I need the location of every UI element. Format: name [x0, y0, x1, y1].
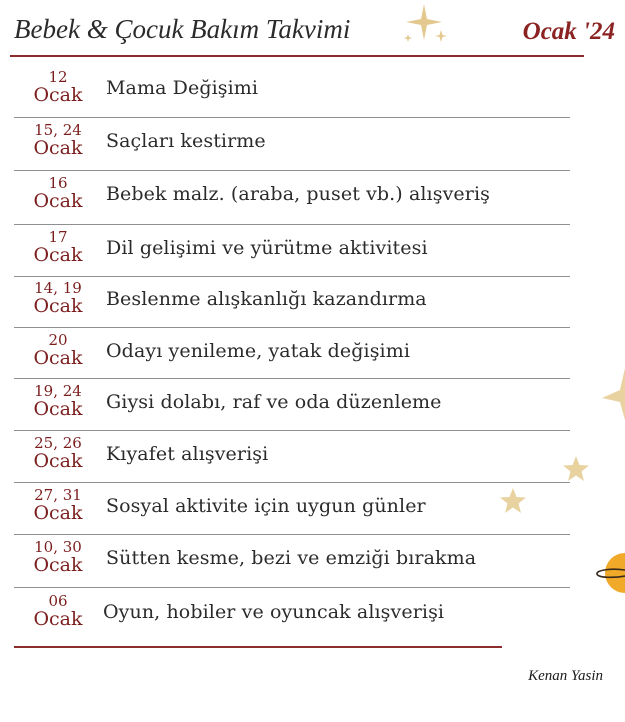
row-divider — [14, 117, 570, 118]
event-month: Ocak — [33, 295, 83, 317]
list-item — [14, 123, 570, 169]
event-month: Ocak — [33, 84, 83, 106]
event-month: Ocak — [33, 398, 83, 420]
star-icon — [562, 455, 590, 483]
event-title: Odayı yenileme, yatak değişimi — [106, 340, 411, 362]
event-day: 25, 26 — [34, 434, 82, 452]
event-title: Oyun, hobiler ve oyuncak alışverişi — [103, 601, 445, 623]
signature: Kenan Yasin — [528, 668, 603, 684]
page-title: Bebek & Çocuk Bakım Takvimi — [14, 14, 351, 44]
event-month: Ocak — [33, 137, 83, 159]
event-day: 20 — [48, 331, 68, 349]
event-date — [14, 176, 102, 211]
event-day: 12 — [48, 68, 68, 86]
month-label: Ocak '24 — [522, 18, 615, 45]
event-date — [14, 281, 102, 316]
event-day: 16 — [48, 174, 68, 192]
event-day: 17 — [48, 228, 68, 246]
event-title: Sosyal aktivite için uygun günler — [106, 495, 426, 517]
star-icon — [598, 368, 625, 420]
event-title: Beslenme alışkanlığı kazandırma — [106, 288, 427, 310]
event-title: Kıyafet alışverişi — [106, 443, 269, 465]
event-title: Giysi dolabı, raf ve oda düzenleme — [106, 391, 442, 413]
event-day: 15, 24 — [34, 121, 82, 139]
list-item — [14, 176, 570, 222]
title-divider — [10, 55, 584, 57]
event-day: 19, 24 — [34, 382, 82, 400]
list-item — [14, 281, 570, 327]
list-item — [14, 540, 570, 586]
event-day: 27, 31 — [34, 486, 82, 504]
row-divider — [14, 534, 570, 535]
event-month: Ocak — [33, 502, 83, 524]
event-date — [14, 123, 102, 158]
list-item — [14, 384, 570, 430]
event-month: Ocak — [33, 190, 83, 212]
event-day: 06 — [48, 592, 68, 610]
event-month: Ocak — [33, 244, 83, 266]
list-item — [14, 70, 570, 116]
event-day: 10, 30 — [34, 538, 82, 556]
row-divider — [14, 327, 570, 328]
event-date — [14, 436, 102, 471]
list-item — [14, 594, 570, 640]
bottom-divider — [14, 646, 502, 648]
event-title: Sütten kesme, bezi ve emziği bırakma — [106, 547, 477, 569]
star-icon — [499, 487, 527, 515]
event-day: 14, 19 — [34, 279, 82, 297]
row-divider — [14, 482, 570, 483]
list-item — [14, 333, 570, 379]
event-title: Bebek malz. (araba, puset vb.) alışveriş — [106, 183, 490, 205]
event-date — [14, 488, 102, 523]
event-month: Ocak — [33, 554, 83, 576]
event-date — [14, 540, 102, 575]
event-title: Saçları kestirme — [106, 130, 266, 152]
row-divider — [14, 224, 570, 225]
event-month: Ocak — [33, 347, 83, 369]
event-month: Ocak — [33, 608, 83, 630]
event-month: Ocak — [33, 450, 83, 472]
list-item — [14, 230, 570, 276]
event-date — [14, 333, 102, 368]
event-date — [14, 230, 102, 265]
event-title: Dil gelişimi ve yürütme aktivitesi — [106, 237, 428, 259]
list-item — [14, 436, 570, 482]
row-divider — [14, 170, 570, 171]
sparkle-icon — [402, 2, 448, 46]
planet-icon — [594, 548, 625, 598]
row-divider — [14, 378, 570, 379]
list-item — [14, 488, 570, 534]
event-date — [14, 384, 102, 419]
row-divider — [14, 587, 570, 588]
event-date — [14, 594, 102, 629]
row-divider — [14, 430, 570, 431]
event-title: Mama Değişimi — [106, 77, 259, 99]
event-date — [14, 70, 102, 105]
row-divider — [14, 276, 570, 277]
